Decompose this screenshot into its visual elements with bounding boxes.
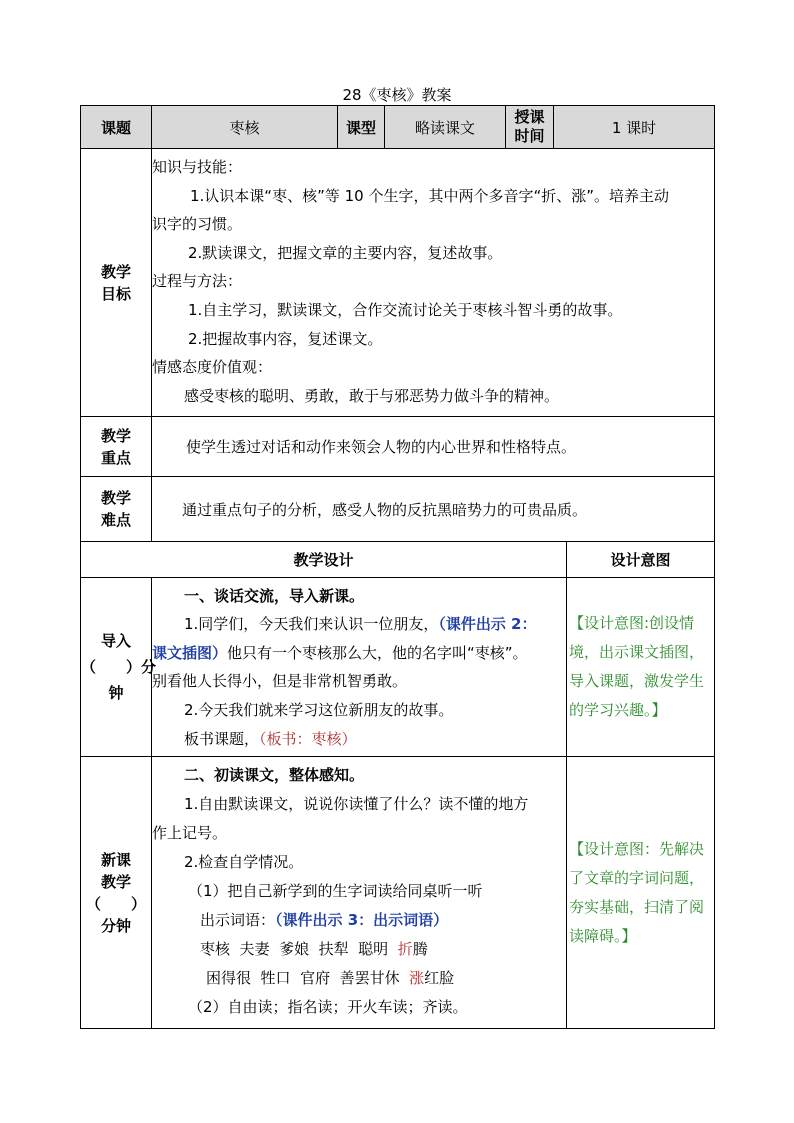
document-title: 28《枣核》教案 <box>342 86 452 104</box>
newlesson-heading: 二、初读课文，整体感知。 <box>184 766 365 785</box>
intro-p2: 2.今天我们就来学习这位新朋友的故事。 <box>184 700 454 719</box>
type-label: 课型 <box>338 106 385 149</box>
vocab-line-2-text: 困得很 牲口 官府 善罢甘休 <box>206 969 410 988</box>
intro-p3-text: 板书课题， <box>184 729 260 748</box>
key-points-text: 使学生透过对话和动作来领会人物的内心世界和性格特点。 <box>152 417 715 477</box>
intro-label-1: 导入 <box>100 632 131 651</box>
intro-label <box>81 578 157 757</box>
newlesson-label-3: （ ） <box>85 894 146 913</box>
newlesson-slide-cue: （课件出示 3：出示词语） <box>275 911 449 930</box>
intro-row <box>81 578 715 757</box>
newlesson-label <box>81 757 152 1029</box>
time-value: 1 课时 <box>554 106 715 149</box>
newlesson-p2: 2.检查自学情况。 <box>184 853 304 872</box>
newlesson-row <box>81 757 715 1029</box>
objectives-row <box>81 149 715 417</box>
polyphone-zhang: 涨 <box>409 969 425 988</box>
time-label-line1: 授课 <box>514 108 545 126</box>
vocab-line-2 <box>152 964 566 993</box>
newlesson-p3: （1）把自己新学到的生字词读给同桌听一听 <box>188 882 483 901</box>
objective-2: 2.默读课文，把握文章的主要内容，复述故事。 <box>188 243 503 262</box>
key-points-row <box>81 417 715 477</box>
newlesson-content <box>152 757 567 1029</box>
difficulties-label-1: 教学 <box>100 489 131 508</box>
show-words-text: 出示词语： <box>200 911 276 930</box>
lesson-plan-table <box>80 105 715 1029</box>
objective-4: 2.把握故事内容，复述课文。 <box>188 329 383 348</box>
design-header: 教学设计 <box>81 542 567 578</box>
newlesson-p1: 1.自由默读课文，说说你读懂了什么？读不懂的地方 <box>184 795 529 814</box>
newlesson-label-2: 教学 <box>100 872 131 891</box>
intro-slide-cue: （课件出示 2： <box>438 615 537 634</box>
intro-intent: 【设计意图:创设情境，出示课文插图，导入课题，激发学生的学习兴趣。】 <box>567 578 715 757</box>
objectives-heading-process: 过程与方法： <box>152 272 243 291</box>
objectives-heading-knowledge: 知识与技能： <box>152 158 243 176</box>
objective-1-cont: 识字的习惯。 <box>152 215 243 234</box>
newlesson-p1-cont: 作上记号。 <box>152 824 228 843</box>
intro-p1-cont-2: 别看他人长得小，但是非常机智勇敢。 <box>152 672 408 691</box>
vocab-line-1-end: 腾 <box>412 940 428 959</box>
newlesson-intent: 【设计意图：先解决了文章的字词问题，夯实基础，扫清了阅读障碍。】 <box>567 757 715 1029</box>
key-points-label-2: 重点 <box>100 448 131 467</box>
type-value: 略读课文 <box>385 106 506 149</box>
vocab-line-1 <box>152 935 566 964</box>
key-points-label <box>81 417 152 477</box>
time-label-line2: 时间 <box>514 127 545 145</box>
intro-label-2: （ ）分 <box>81 658 157 677</box>
newlesson-label-1: 新课 <box>100 850 131 869</box>
objectives-heading-attitude: 情感态度价值观： <box>152 358 273 377</box>
intro-heading: 一、谈话交流，导入新课。 <box>184 586 365 605</box>
objective-1: 1.认识本课“枣、核”等 10 个生字，其中两个多音字“折、涨”。培养主动 <box>190 186 670 205</box>
objective-5: 感受枣核的聪明、勇敢，敢于与邪恶势力做斗争的精神。 <box>184 386 560 405</box>
newlesson-label-4: 分钟 <box>100 916 131 935</box>
vocab-line-1-text: 枣核 夫妻 爹娘 扶犁 聪明 <box>200 940 398 959</box>
blackboard-note: （板书：枣核） <box>259 729 357 748</box>
key-points-label-1: 教学 <box>100 426 131 445</box>
objectives-label-1: 教学 <box>100 262 131 281</box>
objectives-content <box>152 149 715 417</box>
intro-p1-cont <box>152 639 566 668</box>
difficulties-text: 通过重点句子的分析，感受人物的反抗黑暗势力的可贵品质。 <box>152 477 715 542</box>
intro-p1-text-2: 他只有一个枣核那么大，他的名字叫“枣核”。 <box>227 643 528 662</box>
topic-value: 枣核 <box>152 106 338 149</box>
intro-content <box>152 578 567 757</box>
intro-p1 <box>152 610 566 639</box>
design-header-row <box>81 542 715 578</box>
objective-3: 1.自主学习，默读课文，合作交流讨论关于枣核斗智斗勇的故事。 <box>188 300 623 319</box>
difficulties-label-2: 难点 <box>100 511 131 530</box>
objectives-label <box>81 149 152 417</box>
newlesson-p4 <box>152 906 566 935</box>
header-row <box>81 106 715 149</box>
topic-label: 课题 <box>81 106 152 149</box>
intro-label-3: 钟 <box>108 684 124 703</box>
polyphone-zhe: 折 <box>397 940 413 959</box>
time-label <box>506 106 554 149</box>
difficulties-row <box>81 477 715 542</box>
vocab-line-2-end: 红脸 <box>424 969 455 988</box>
newlesson-p5: （2）自由读；指名读；开火车读；齐读。 <box>188 998 468 1017</box>
intro-p1-text: 1.同学们，今天我们来认识一位朋友， <box>184 615 439 634</box>
intro-slide-cue-cont: 课文插图） <box>152 643 228 662</box>
difficulties-label <box>81 477 152 542</box>
intent-header: 设计意图 <box>567 542 715 578</box>
intro-p3 <box>152 725 566 754</box>
objectives-label-2: 目标 <box>100 284 131 303</box>
